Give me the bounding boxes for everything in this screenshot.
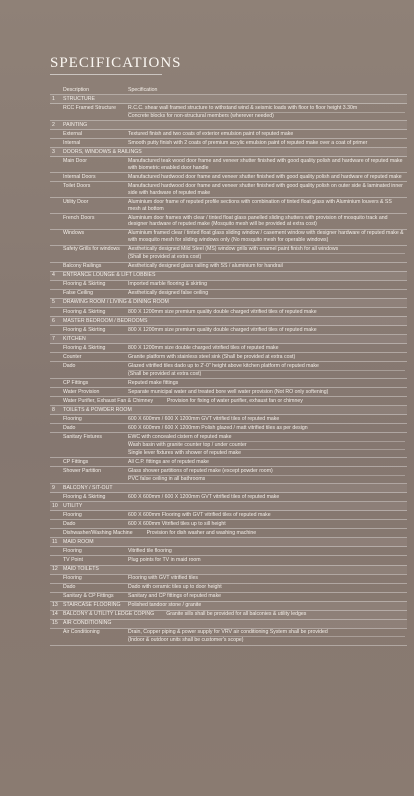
spec-line: 600 X 600mm / 600 X 1200mm Polish glazed / matt vitrified tiles as per design (128, 424, 308, 431)
spec-cell (126, 628, 407, 645)
description-cell: Internal (61, 139, 126, 148)
row-blank (50, 556, 61, 565)
row-blank (50, 213, 61, 229)
spec-cell (126, 592, 407, 601)
description-cell: External (61, 130, 126, 139)
page-title: SPECIFICATIONS (50, 55, 182, 71)
row-blank (50, 182, 61, 198)
description-cell: Flooring & Skirting (61, 326, 126, 335)
section-number: 13 (50, 601, 61, 610)
section-title: DRAWING ROOM / LIVING & DINING ROOM (61, 298, 407, 307)
spec-line: Aesthetically designed Mild Steel (MS) window grills with enamel paint finish for all windows (128, 246, 339, 253)
row-blank (50, 130, 61, 139)
spec-line: Aluminium door frame of reputed profile sections with combination of tinted float glass with Aluminium louvers & SS mesh at bottom (128, 198, 392, 212)
table-header-row (50, 86, 407, 95)
spec-line: Granite platform with stainless steel sink (Shall be provided at extra cost) (128, 353, 296, 360)
spec-row (50, 520, 407, 529)
spec-row (50, 344, 407, 353)
description-cell: Main Door (61, 157, 126, 173)
spec-row (50, 592, 407, 601)
section-number: 10 (50, 502, 61, 511)
description-cell (61, 397, 407, 406)
section-number: 9 (50, 484, 61, 493)
spec-row (50, 173, 407, 182)
description-cell (61, 529, 407, 538)
spec-row (50, 157, 407, 173)
section-number: 15 (50, 619, 61, 628)
spec-row (50, 529, 407, 538)
spec-cell (126, 289, 407, 298)
spec-row (50, 353, 407, 362)
row-blank (50, 415, 61, 424)
spec-line: R.C.C. shear wall framed structure to withstand wind & seismic loads with floor to floor height 3.30m (128, 104, 358, 111)
description-cell: Flooring & Skirting (61, 307, 126, 316)
spec-line: Dado with ceramic tiles up to door height (128, 584, 222, 591)
spec-row (50, 182, 407, 198)
spec-line: Glass shower partitions of reputed make (except powder room) (128, 467, 273, 474)
row-blank (50, 520, 61, 529)
description-cell: Counter (61, 353, 126, 362)
spec-cell: Polished tandoor stone / granite (126, 601, 407, 610)
spec-line: 600 X 600mm / 600 X 1200mm GVT vitrified tiles of reputed make (128, 415, 280, 422)
description-cell: Flooring & Skirting (61, 344, 126, 353)
spec-row (50, 388, 407, 397)
section-number: 8 (50, 406, 61, 415)
spec-text: Provision for dish washer and washing machine (146, 529, 257, 536)
spec-line: (Shall be provided at extra cost) (128, 253, 405, 261)
section-number: 3 (50, 148, 61, 157)
section-row (50, 298, 407, 307)
specifications-table (50, 86, 407, 646)
spec-cell (126, 262, 407, 271)
spec-line: Glazed vitrified tiles dado up to 2'-0" height above kitchen platform of reputed make (128, 362, 319, 369)
description-text: Dishwasher/Washing Machine (63, 529, 133, 536)
spec-row (50, 511, 407, 520)
description-cell: Flooring (61, 415, 126, 424)
row-blank (50, 433, 61, 458)
spec-line: Manufactured teak wood door frame and veneer shutter finished with good quality polish and hardware of reputed make with biometric enabled door handle (128, 157, 403, 171)
spec-line: Aesthetically designed glass railing with SS / aluminium for handrail (128, 263, 283, 270)
spec-line: 600 X 600mm / 600 X 1200mm GVT vitrified tiles of reputed make (128, 493, 280, 500)
row-blank (50, 104, 61, 121)
spec-line: Manufactured hardwood door frame and veneer shutter finished with good quality polish on outer side & laminated inner side with hardware of reputed make (128, 182, 403, 196)
description-cell: French Doors (61, 213, 126, 229)
section-title: STRUCTURE (61, 95, 407, 104)
description-cell: Safety Grills for windows (61, 245, 126, 262)
description-cell: Shower Partition (61, 467, 126, 484)
spec-cell (126, 182, 407, 198)
spec-line: Aluminium door frames with clear / tinted float glass panelled sliding shutters with provision of mosquito track and designer hardware of reputed make (Mosquito mesh will be provided at extra cost) (128, 214, 388, 228)
spec-line: (Indoor & outdoor units shall be customer's scope) (128, 636, 405, 644)
spec-line: Wash basin with granite counter top / under counter (128, 441, 405, 449)
section-title: MASTER BEDROOM / BEDROOMS (61, 316, 407, 325)
spec-line: 600 X 600mm Vitrified tiles up to sill height (128, 520, 226, 527)
spec-row (50, 307, 407, 316)
spec-cell (126, 520, 407, 529)
description-cell: Internal Doors (61, 173, 126, 182)
spec-row (50, 139, 407, 148)
spec-cell (126, 326, 407, 335)
description-cell: Flooring (61, 574, 126, 583)
spec-cell (126, 362, 407, 379)
section-row (50, 601, 407, 610)
row-blank (50, 157, 61, 173)
description-cell: Windows (61, 229, 126, 245)
description-cell: False Ceiling (61, 289, 126, 298)
header-description: Description (61, 86, 126, 95)
section-title: BALCONY / SIT-OUT (61, 484, 407, 493)
description-cell: Flooring & Skirting (61, 493, 126, 502)
spec-row (50, 198, 407, 214)
spec-cell (126, 344, 407, 353)
description-cell: Sanitary Fixtures (61, 433, 126, 458)
section-number: 11 (50, 538, 61, 547)
section-row (50, 121, 407, 130)
section-row (50, 148, 407, 157)
spec-line: Textured finish and two coats of exterior emulsion paint of reputed make (128, 130, 294, 137)
row-blank (50, 353, 61, 362)
spec-line: Reputed make fittings (128, 379, 179, 386)
row-blank (50, 289, 61, 298)
spec-line: Concrete blocks for non-structural members (wherever needed) (128, 112, 405, 120)
description-cell: Flooring (61, 511, 126, 520)
spec-line: Single lever fixtures with shower of reputed make (128, 449, 405, 457)
spec-cell (126, 307, 407, 316)
spec-row (50, 362, 407, 379)
row-blank (50, 388, 61, 397)
specifications-body (50, 95, 407, 646)
spec-cell (126, 245, 407, 262)
spec-line: Flooring with GVT vitrified tiles (128, 575, 198, 582)
spec-row (50, 262, 407, 271)
title-underline (50, 74, 162, 75)
row-blank (50, 511, 61, 520)
description-cell: Air Conditioning (61, 628, 126, 645)
description-cell: Dado (61, 583, 126, 592)
section-title: TOILETS & POWDER ROOM (61, 406, 407, 415)
spec-text: Granite sills shall be provided for all balconies & utility ledges (166, 611, 307, 618)
spec-line: All C.P. fittings are of reputed make (128, 458, 209, 465)
section-row (50, 502, 407, 511)
spec-cell (126, 556, 407, 565)
spec-line: Plug points for TV in maid room (128, 557, 201, 564)
section-number: 1 (50, 95, 61, 104)
row-blank (50, 262, 61, 271)
row-blank (50, 574, 61, 583)
section-title: MAID ROOM (61, 538, 407, 547)
spec-row (50, 415, 407, 424)
spec-row (50, 397, 407, 406)
row-blank (50, 547, 61, 556)
section-row (50, 406, 407, 415)
section-row (50, 335, 407, 344)
description-cell: Water Provision (61, 388, 126, 397)
spec-cell (126, 493, 407, 502)
spec-row (50, 556, 407, 565)
spec-row (50, 213, 407, 229)
spec-line: Aesthetically designed false ceiling (128, 290, 209, 297)
spec-line: 800 X 1200mm size premium quality double charged vitrified tiles of reputed make (128, 308, 317, 315)
spec-line: Separate municipal water and treated bore well water provision (Not RO only softening) (128, 388, 329, 395)
spec-row (50, 547, 407, 556)
spec-cell (126, 458, 407, 467)
spec-cell (126, 583, 407, 592)
spec-cell (126, 547, 407, 556)
spec-row (50, 433, 407, 458)
spec-row (50, 467, 407, 484)
spec-cell (126, 467, 407, 484)
spec-line: 800 X 1200mm size premium quality double charged vitrified tiles of reputed make (128, 326, 317, 333)
spec-line: Aluminium framed clear / tinted float glass sliding window / casement window with designer hardware of reputed make & with mosquito mesh for sliding windows only (No mosquito mesh for operable windows) (128, 230, 404, 244)
spec-cell (126, 198, 407, 214)
description-cell: Dado (61, 424, 126, 433)
description-cell: CP Fittings (61, 379, 126, 388)
row-blank (50, 592, 61, 601)
section-title (61, 610, 407, 619)
section-number: 12 (50, 565, 61, 574)
section-title: PAINTING (61, 121, 407, 130)
section-title: ENTRANCE LOUNGE & LIFT LOBBIES (61, 271, 407, 280)
row-blank (50, 173, 61, 182)
spec-row (50, 104, 407, 121)
section-row (50, 565, 407, 574)
spec-cell (126, 130, 407, 139)
spec-line: (Shall be provided at extra cost) (128, 370, 405, 378)
section-number: 4 (50, 271, 61, 280)
spec-line: Sanitary and CP fittings of reputed make (128, 593, 222, 600)
spec-row (50, 130, 407, 139)
row-blank (50, 307, 61, 316)
spec-line: 800 X 1200mm size double charged vitrified tiles of reputed make (128, 344, 279, 351)
spec-cell (126, 388, 407, 397)
spec-row (50, 326, 407, 335)
row-blank (50, 280, 61, 289)
row-blank (50, 583, 61, 592)
description-cell: RCC Framed Structure (61, 104, 126, 121)
spec-cell (126, 173, 407, 182)
description-cell: Dado (61, 520, 126, 529)
row-blank (50, 229, 61, 245)
spec-line: EWC with concealed cistern of reputed make (128, 433, 232, 440)
spec-cell (126, 511, 407, 520)
row-blank (50, 529, 61, 538)
section-number: 2 (50, 121, 61, 130)
description-cell: TV Point (61, 556, 126, 565)
spec-cell (126, 139, 407, 148)
row-blank (50, 379, 61, 388)
section-number: 14 (50, 610, 61, 619)
spec-line: Vitrified tile flooring (128, 548, 172, 555)
spec-cell (126, 104, 407, 121)
spec-cell (126, 379, 407, 388)
description-cell: Sanitary & CP Fittings (61, 592, 126, 601)
spec-cell (126, 574, 407, 583)
spec-cell (126, 213, 407, 229)
description-cell: Balcony Railings (61, 262, 126, 271)
section-row (50, 95, 407, 104)
header-blank (50, 86, 61, 95)
section-title: MAID TOILETS (61, 565, 407, 574)
row-blank (50, 139, 61, 148)
section-row (50, 316, 407, 325)
spec-row (50, 229, 407, 245)
row-blank (50, 397, 61, 406)
spec-row (50, 289, 407, 298)
spec-row (50, 583, 407, 592)
description-cell: CP Fittings (61, 458, 126, 467)
spec-row (50, 245, 407, 262)
spec-row (50, 574, 407, 583)
spec-cell (126, 353, 407, 362)
spec-cell (126, 280, 407, 289)
section-row (50, 484, 407, 493)
section-number: 7 (50, 335, 61, 344)
section-number: 6 (50, 316, 61, 325)
row-blank (50, 245, 61, 262)
section-number: 5 (50, 298, 61, 307)
row-blank (50, 628, 61, 645)
spec-cell (126, 415, 407, 424)
spec-cell (126, 424, 407, 433)
spec-line: 600 X 600mm Flooring with GVT vitrified tiles of reputed make (128, 511, 271, 518)
row-blank (50, 198, 61, 214)
header-specification: Specification (126, 86, 407, 95)
row-blank (50, 424, 61, 433)
section-row (50, 271, 407, 280)
row-blank (50, 344, 61, 353)
spec-line: PVC false ceiling in all bathrooms (128, 475, 405, 483)
spec-cell (126, 433, 407, 458)
section-title: UTILITY (61, 502, 407, 511)
section-title: AIR CONDITIONING (61, 619, 407, 628)
row-blank (50, 362, 61, 379)
section-title-text: BALCONY & UTILITY LEDGE COPING (63, 611, 155, 618)
spec-line: Imported marble flooring & skirting (128, 281, 207, 288)
row-blank (50, 326, 61, 335)
spec-line: Drain, Copper piping & power supply for VRV air conditioning System shall be provided (128, 629, 328, 636)
spec-row (50, 458, 407, 467)
spec-cell (126, 229, 407, 245)
spec-row (50, 493, 407, 502)
section-title: KITCHEN (61, 335, 407, 344)
description-cell: Flooring & Skirting (61, 280, 126, 289)
row-blank (50, 458, 61, 467)
row-blank (50, 467, 61, 484)
spec-line: Smooth putty finish with 2 coats of premium acrylic emulsion paint of reputed make over a coat of primer (128, 139, 368, 146)
description-cell: Utility Door (61, 198, 126, 214)
spec-row (50, 424, 407, 433)
description-text: Water Purifier, Exhaust Fan & Chimney (63, 397, 154, 404)
section-row (50, 619, 407, 628)
spec-row (50, 628, 407, 645)
section-title: DOORS, WINDOWS & RAILINGS (61, 148, 407, 157)
spec-row (50, 379, 407, 388)
description-cell: Toilet Doors (61, 182, 126, 198)
row-blank (50, 493, 61, 502)
spec-text: Provision for fixing of water purifier, exhaust fan or chimney (167, 397, 303, 404)
spec-row (50, 280, 407, 289)
section-row (50, 610, 407, 619)
section-title: STAIRCASE FLOORING (61, 601, 126, 610)
description-cell: Dado (61, 362, 126, 379)
description-cell: Flooring (61, 547, 126, 556)
section-row (50, 538, 407, 547)
spec-line: Manufactured hardwood door frame and veneer shutter finished with good quality polish and hardware of reputed make (128, 173, 402, 180)
spec-cell (126, 157, 407, 173)
